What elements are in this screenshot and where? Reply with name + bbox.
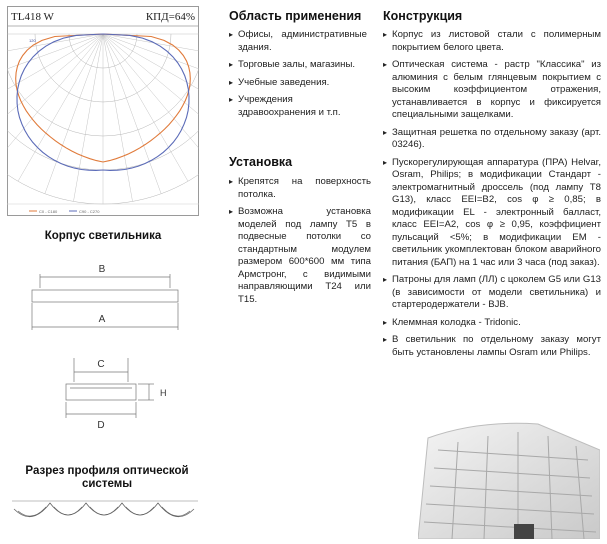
dim-label-b: B bbox=[98, 264, 106, 275]
photometric-diagram bbox=[7, 6, 199, 216]
list-item: ▸ Офисы, административные здания. bbox=[229, 29, 367, 54]
diagram-efficiency: КПД=64% bbox=[145, 11, 195, 23]
luminaire-photo bbox=[418, 420, 600, 539]
dim-label-a: A bbox=[98, 314, 106, 325]
luminaire-photo-svg bbox=[418, 420, 600, 539]
installation-title: Установка bbox=[229, 155, 293, 169]
list-item: ▸ Пускорегулирующая аппаратура (ПРА) Helvar, Osram, Philips; в модификации Стандарт - электромагнитный дроссель (под лампу Т8 G13), класс EEI=B2, cos φ ≥ 0,85; в модификации EL - электронный балласт, класс EEI=A2, cos φ ≥ 0,95, коэффициент пульсаций <5%; в модификации ЕМ - светильник укомплектован блоком аварийного питания (БАП) на 1 час или 3 часа (под заказ). bbox=[383, 157, 601, 270]
list-item: ▸ Учреждения здравоохранения и т.п. bbox=[229, 94, 367, 119]
legend-label-90-270: C90 - C270 bbox=[79, 209, 100, 214]
installation-list bbox=[229, 176, 371, 311]
list-item: ▸ Патроны для ламп (ЛЛ) с цоколем G5 или G13 (в зависимости от модели светильника) и стартеродержатели - BJB. bbox=[383, 274, 601, 312]
photo-lamp-holder bbox=[514, 524, 534, 539]
list-item: ▸ Учебные заведения. bbox=[229, 77, 367, 90]
dim-label-h: H bbox=[160, 388, 167, 398]
diagram-model: TL418 W bbox=[11, 11, 54, 23]
dim-label-c: C bbox=[97, 359, 105, 370]
list-item: ▸ Корпус из листовой стали с полимерным покрытием белого цвета. bbox=[383, 29, 601, 54]
profile-caption: Разрез профиля оптической системы bbox=[25, 465, 189, 490]
list-item: ▸ Крепятся на поверхность потолка. bbox=[229, 176, 371, 201]
dimension-svg bbox=[20, 250, 190, 440]
list-item: ▸ Клеммная колодка - Tridonic. bbox=[383, 317, 601, 330]
list-item: ▸ В светильник по отдельному заказу могут быть установлены лампы Osram или Philips. bbox=[383, 334, 601, 359]
side-view-rect bbox=[66, 384, 136, 400]
list-item: ▸ Торговые залы, магазины. bbox=[229, 59, 367, 72]
legend-label-0-180: C0 - C180 bbox=[39, 209, 58, 214]
dimension-drawings bbox=[20, 250, 190, 440]
optical-profile bbox=[10, 493, 200, 533]
construction-title: Конструкция bbox=[383, 9, 463, 23]
list-item: ▸ Оптическая система - растр "Классика" из алюминия с белым глянцевым покрытием с высоким коэффициентом отражения, устанавливается в корпус и фиксируется специальными защелками. bbox=[383, 59, 601, 122]
list-item: ▸ Защитная решетка по отдельному заказу (арт. 03246). bbox=[383, 127, 601, 152]
front-view-rect bbox=[32, 290, 178, 302]
list-item: ▸ Возможна установка моделей под лампу Т5 в подвесные потолки со стандартным модулем размером 600*600 мм типа Армстронг, с видимыми направляющими Т24 или Т15. bbox=[229, 206, 371, 306]
profile-inner bbox=[18, 507, 190, 516]
profile-svg bbox=[10, 493, 200, 533]
application-list bbox=[229, 29, 367, 124]
construction-list bbox=[383, 29, 601, 364]
polar-chart bbox=[7, 6, 199, 216]
scale-tick: 120 bbox=[29, 38, 36, 43]
dim-label-d: D bbox=[97, 420, 105, 431]
body-caption: Корпус светильника bbox=[44, 230, 162, 242]
application-title: Область применения bbox=[229, 9, 362, 23]
